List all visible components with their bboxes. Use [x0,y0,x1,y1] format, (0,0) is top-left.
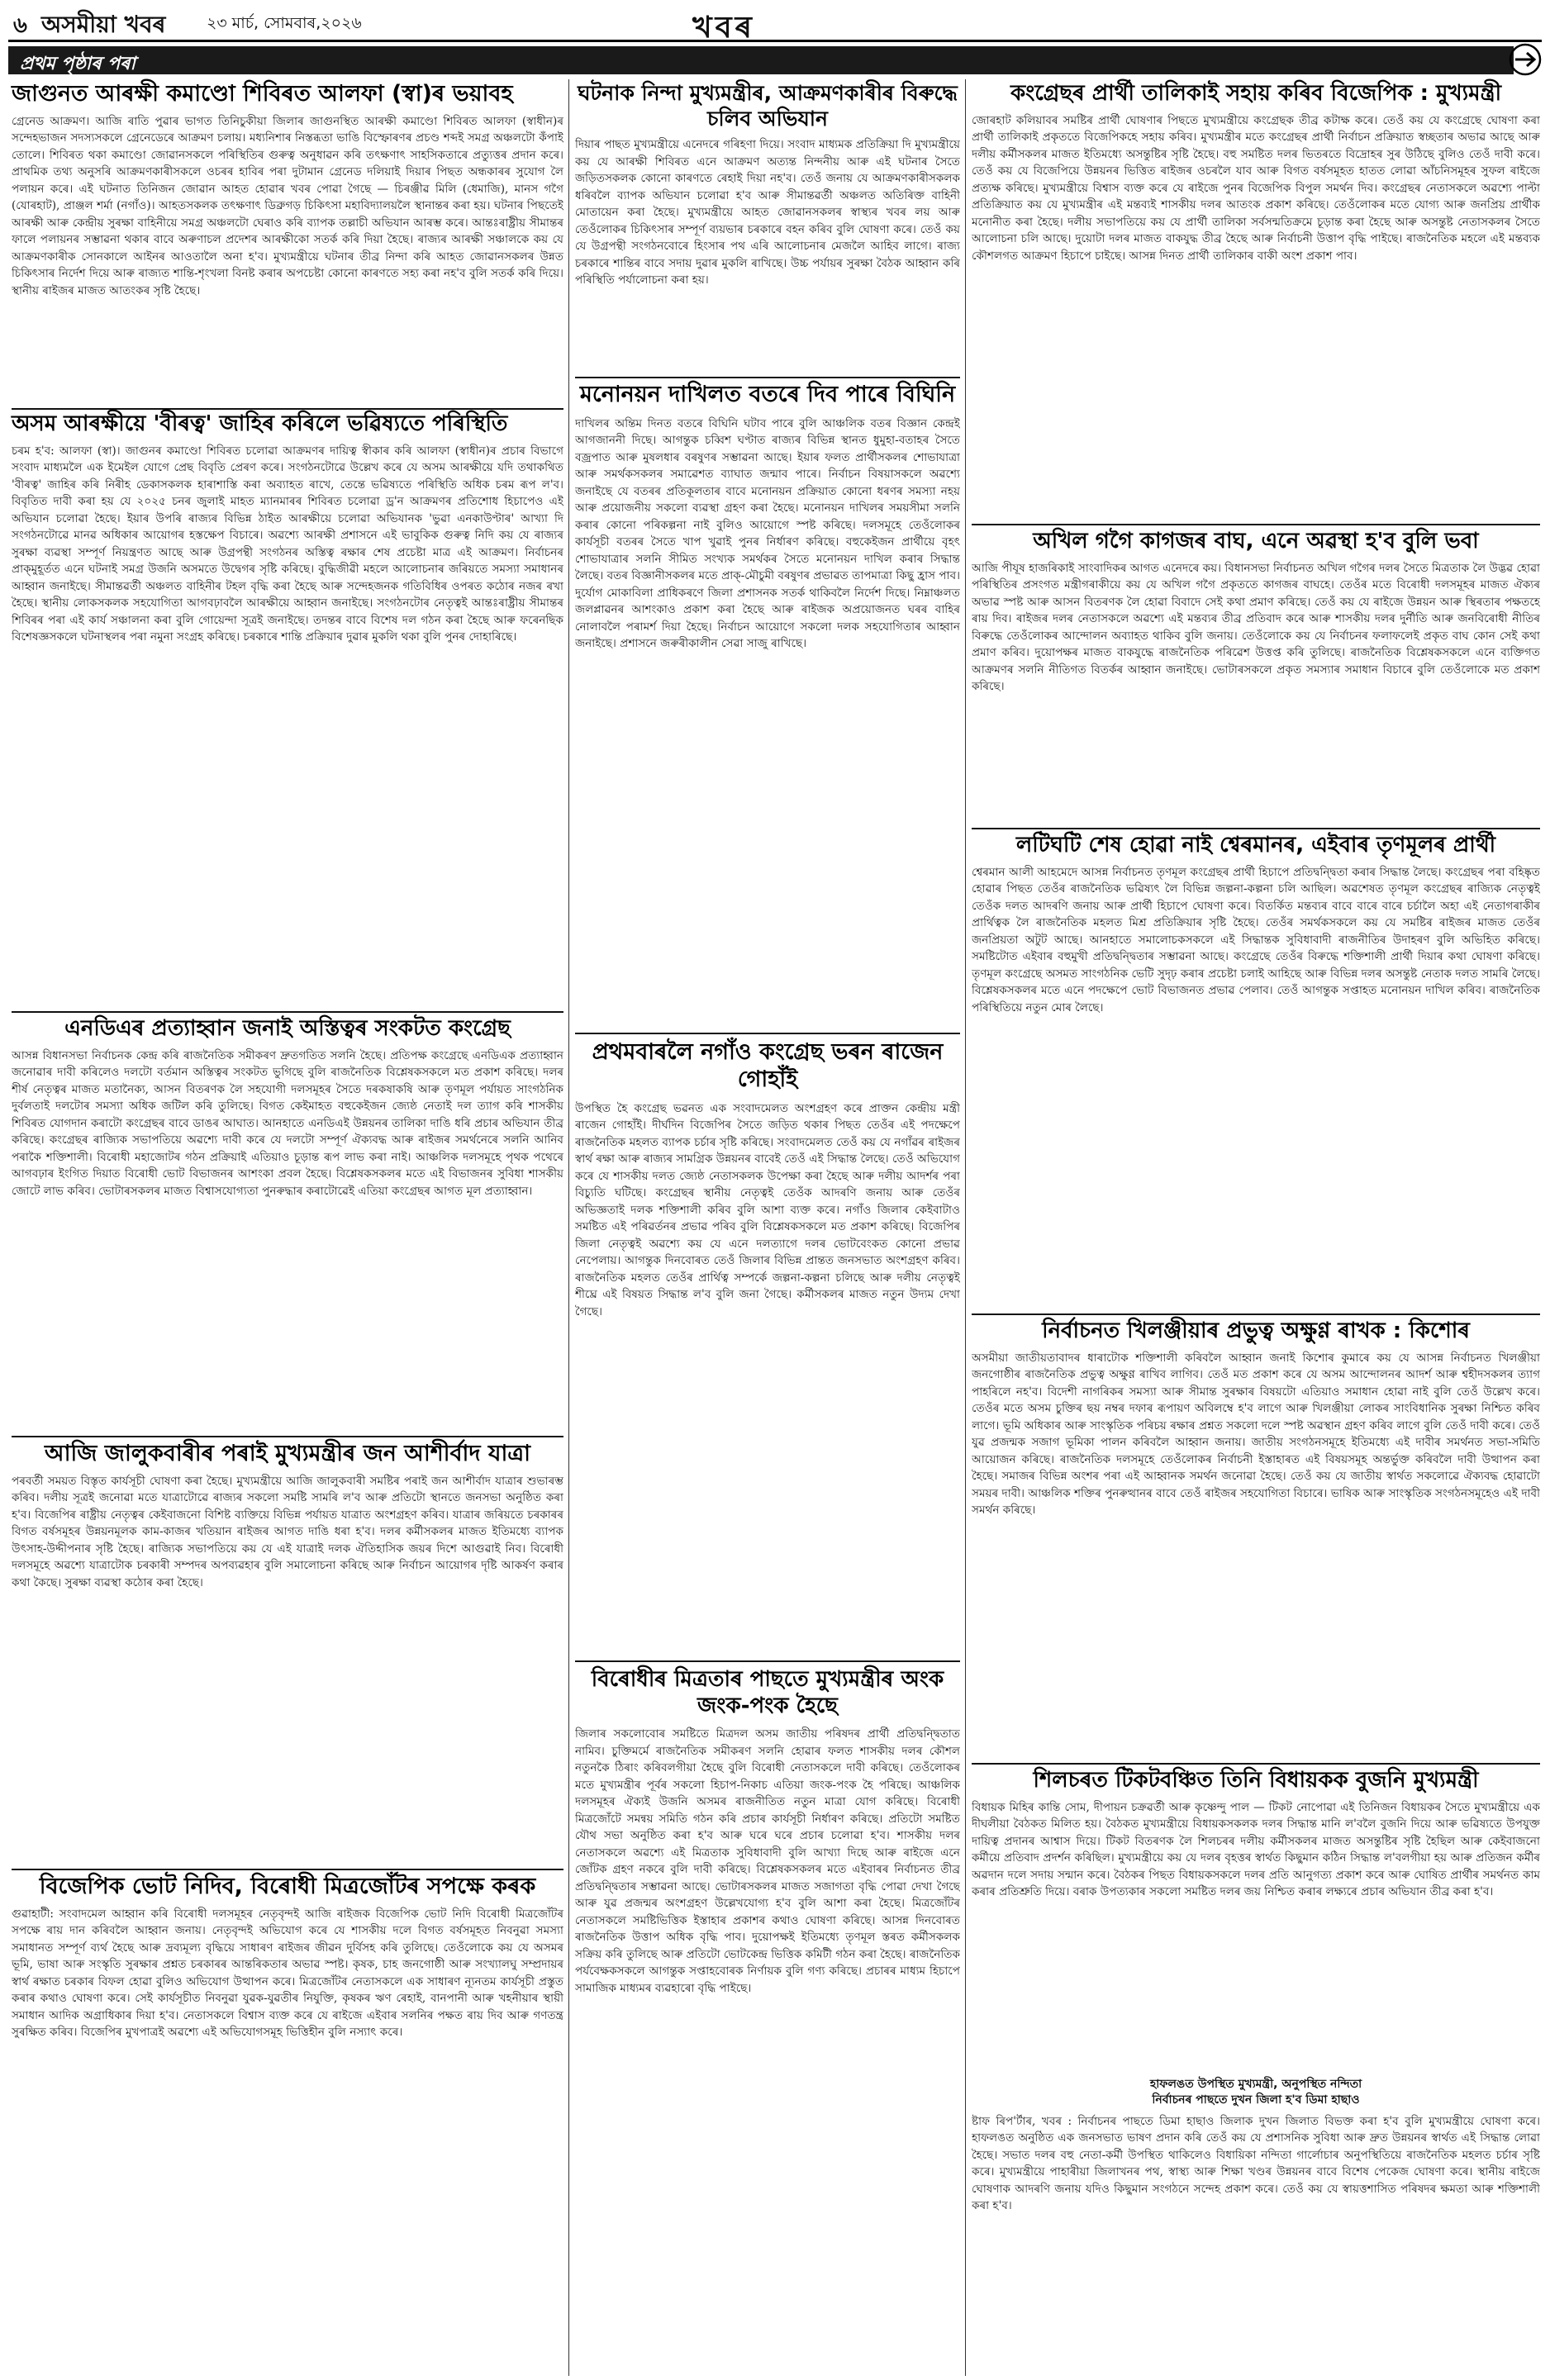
article-silchar-mlas [972,1768,1540,2375]
headline: প্ৰথমবাৰলৈ নগাঁও কংগ্ৰেছ ভৰন ৰাজেন গোহাঁই [592,1039,944,1092]
page-header [8,5,1542,45]
article-weather-nomination [575,382,960,1026]
article-body: গুৱাহাটী: সংবাদমেল আহ্বান কৰি বিৰোধী দলসমূহৰ নেতৃবৃন্দই আজি ৰাইজক বিজেপিক ভোট নিদি বিৰোধী মিত্ৰজোঁটৰ সপক্ষে ৰায় দান কৰিবলৈ আহ্বান জনায়। নেতৃবৃন্দই অভিযোগ কৰে যে শাসকীয় দলে বিগত বৰ্ষসমূহত নিবনুৱা সমস্যা সমাধানত সম্পূৰ্ণ ব্যৰ্থ হৈছে আৰু দ্ৰব্যমূল্য বৃদ্ধিয়ে সাধাৰণ ৰাইজৰ জীৱন দুৰ্বিসহ কৰি তুলিছে। তেওঁলোকে কয় যে অসমৰ ভূমি, ভাষা আৰু সংস্কৃতি সুৰক্ষাৰ প্ৰশ্নত চৰকাৰৰ আন্তৰিকতাৰ অভাৱ স্পষ্ট। কৃষক, চাহ জনগোষ্ঠী আৰু সংখ্যালঘু সম্প্ৰদায়ৰ স্বাৰ্থ ৰক্ষাত চৰকাৰ বিফল হোৱা বুলিও অভিযোগ উত্থাপন কৰে। মিত্ৰজোঁটৰ নেতাসকলে এক সাধাৰণ ন্যূনতম কাৰ্যসূচী প্ৰস্তুত কৰাৰ কথাও ঘোষণা কৰে। সেই কাৰ্যসূচীত নিবনুৱা যুৱক-যুৱতীৰ নিযুক্তি, কৃষকৰ ঋণ ৰেহাই, বানপানী আৰু খহনীয়াৰ স্থায়ী সমাধান আদিক অগ্ৰাধিকাৰ দিয়া হ'ব। নেতাসকলে বিশ্বাস ব্যক্ত কৰে যে ৰাইজে এইবাৰ সলনিৰ পক্ষত ৰায় দিব আৰু গণতন্ত্ৰ সুৰক্ষিত কৰিব। বিজেপিৰ মুখপাত্ৰই অৱশ্যে এই অভিযোগসমূহ ভিত্তিহীন বুলি নস্যাৎ কৰে। [12,1907,563,2040]
section-divider [575,1033,960,1034]
article-body-secondary: ষ্টাফ ৰিপ'ৰ্টাৰ, খবৰ : নিৰ্বাচনৰ পাছতে ডিমা হাছাও জিলাক দুখন জিলাত বিভক্ত কৰা হ'ব বুলি মুখ্যমন্ত্ৰীয়ে ঘোষণা কৰে। হাফলঙত অনুষ্ঠিত এক জনসভাত ভাষণ প্ৰদান কৰি তেওঁ কয় যে প্ৰশাসনিক সুবিধা আৰু দ্ৰুত উন্নয়নৰ স্বাৰ্থত এই সিদ্ধান্ত লোৱা হৈছে। সভাত দলৰ বহু নেতা-কৰ্মী উপস্থিত থাকিলেও বিধায়িকা নন্দিতা গাৰ্লোচাৰ অনুপস্থিতিয়ে ৰাজনৈতিক মহলত চৰ্চাৰ সৃষ্টি কৰে। মুখ্যমন্ত্ৰীয়ে পাহাৰীয়া জিলাখনৰ পথ, স্বাস্থ্য আৰু শিক্ষা খণ্ডৰ উন্নয়নৰ বাবে বিশেষ পেকেজ ঘোষণা কৰে। স্থানীয় ৰাইজে ঘোষণাক আদৰণি জনায় যদিও কিছুমান সংগঠনে সন্দেহ প্ৰকাশ কৰে। তেওঁ কয় যে স্বায়ত্তশাসিত পৰিষদৰ ক্ষমতা আৰু শক্তিশালী কৰা হ'ব। [972,2114,1540,2213]
section-divider [575,377,960,378]
article-body: জোৰহাট কলিয়াবৰ সমষ্টিৰ প্ৰাৰ্থী ঘোষণাৰ পিছতে মুখ্যমন্ত্ৰীয়ে কংগ্ৰেছক তীব্ৰ কটাক্ষ কৰে। তেওঁ কয় যে কংগ্ৰেছে ঘোষণা কৰা প্ৰাৰ্থী তালিকাই প্ৰকৃততে বিজেপিকহে সহায় কৰিব। মুখ্যমন্ত্ৰীৰ মতে কংগ্ৰেছৰ প্ৰাৰ্থী নিৰ্বাচন প্ৰক্ৰিয়াত স্বচ্ছতাৰ অভাৱ আছে আৰু দলীয় কৰ্মীসকলৰ মাজত ইতিমধ্যে অসন্তুষ্টিৰ সৃষ্টি হৈছে। বহু সমষ্টিত দলৰ ভিতৰতে বিদ্ৰোহৰ সুৰ উঠিছে বুলিও তেওঁ দাবী কৰে। তেওঁ কয় যে বিজেপিয়ে উন্নয়নৰ ভিত্তিত ৰাইজৰ ওচৰলৈ যাব আৰু বিগত বৰ্ষসমূহত হাতত লোৱা আঁচনিসমূহৰ সুফল ৰাইজে প্ৰত্যক্ষ কৰিছে। মুখ্যমন্ত্ৰীয়ে বিশ্বাস ব্যক্ত কৰে যে ৰাইজে পুনৰ বিজেপিক বিপুল সমৰ্থন দিব। কংগ্ৰেছৰ নেতাসকলে অৱশ্যে পাল্টা প্ৰতিক্ৰিয়াত কয় যে মুখ্যমন্ত্ৰীৰ এই মন্তব্যই শাসকীয় দলৰ আতংক প্ৰকাশ কৰিছে। তেওঁলোকৰ মতে যোগ্য আৰু জনপ্ৰিয় প্ৰাৰ্থীক মনোনীত কৰা হৈছে। দলীয় সভাপতিয়ে কয় যে প্ৰাৰ্থী তালিকা সৰ্বসন্মতিক্ৰমে চূড়ান্ত কৰা হৈছে আৰু অসন্তুষ্ট নেতাসকলৰ সৈতে আলোচনা চলি আছে। দুয়োটা দলৰ মাজত বাকযুদ্ধ তীব্ৰ হৈছে আৰু নিৰ্বাচনী উত্তাপ বৃদ্ধি পাইছে। ৰাজনৈতিক মহলে এই মন্তব্যক কৌশলগত আক্ৰমণ হিচাপে চাইছে। আসন্ন দিনত প্ৰাৰ্থী তালিকাৰ বাকী অংশ প্ৰকাশ পাব। [972,113,1540,263]
article-body: আজি পীযূষ হাজৰিকাই সাংবাদিকৰ আগত এনেদৰে কয়। বিধানসভা নিৰ্বাচনত অখিল গগৈৰ দলৰ সৈতে মিত্ৰতাক লৈ উদ্ভৱ হোৱা পৰিস্থিতিৰ প্ৰসংগত মন্ত্ৰীগৰাকীয়ে কয় যে অখিল গগৈ প্ৰকৃততে কাগজৰ বাঘহে। তেওঁৰ মতে বিৰোধী দলসমূহৰ মাজত ঐক্যৰ অভাৱ স্পষ্ট আৰু আসন বিতৰণক লৈ হোৱা বিবাদে সেই কথা প্ৰমাণ কৰিছে। তেওঁ কয় যে ৰাইজে উন্নয়ন আৰু স্থিৰতাৰ পক্ষতহে ৰায় দিব। ৰাইজৰ দলৰ নেতাসকলে অৱশ্যে এই মন্তব্যৰ তীব্ৰ প্ৰতিবাদ কৰে আৰু শাসকীয় দলৰ দুৰ্নীতি আৰু জনবিৰোধী নীতিৰ বিৰুদ্ধে তেওঁলোকৰ আন্দোলন অব্যাহত থাকিব বুলি জনায়। তেওঁলোকে কয় যে নিৰ্বাচনৰ ফলাফলেই প্ৰকৃত বাঘ কোন সেই কথা প্ৰমাণ কৰিব। দুয়োপক্ষৰ মাজত বাকযুদ্ধে ৰাজনৈতিক পৰিৱেশ উত্তপ্ত কৰি তুলিছে। ৰাজনৈতিক বিশ্লেষকসকলে এনে ব্যক্তিগত আক্ৰমণৰ সলনি নীতিগত বিতৰ্কৰ আহ্বান জনাইছে। ভোটাৰসকলে প্ৰকৃত সমস্যাৰ সমাধান বিচাৰে বুলি তেওঁলোকে মত প্ৰকাশ কৰিছে। [972,561,1540,694]
article-akhil-gogoi [972,529,1540,822]
article-rajen-gohain [575,1039,960,1655]
page-number: ৬ [13,13,27,38]
headline: লটিঘটি শেষ হোৱা নাই শ্বেৰমানৰ, এইবাৰ তৃণমূলৰ প্ৰাৰ্থী [1015,833,1496,857]
article-kishor-indigenous [972,1318,1540,1756]
section-divider [12,408,563,410]
section-strip-label: প্ৰথম পৃষ্ঠাৰ পৰা [20,54,136,74]
article-body: চৰম হ'ব: আলফা (স্বা)। জাগুনৰ কমাণ্ডো শিবিৰত চলোৱা আক্ৰমণৰ দায়িত্ব স্বীকাৰ কৰি আলফা (স্বাধীন)ৰ প্ৰচাৰ বিভাগে সংবাদ মাধ্যমলৈ এক ইমেইল যোগে প্ৰেছ বিবৃতি প্ৰেৰণ কৰে। সংগঠনটোৱে উল্লেখ কৰে যে অসম আৰক্ষীয়ে যদি তথাকথিত 'বীৰত্ব' জাহিৰ কৰি নিৰীহ ডেকাসকলক হাৰাশাস্তি কৰা অব্যাহত ৰাখে, তেন্তে ভৱিষ্যতে পৰিস্থিতি অধিক চৰম ৰূপ ল'ব। বিবৃতিত দাবী কৰা হয় যে ২০২৫ চনৰ জুলাই মাহত ম্যানমাৰৰ শিবিৰত চলোৱা ড্ৰ'ন আক্ৰমণৰ প্ৰতিশোধ হিচাপেও এই অভিযান চলোৱা হৈছে। ইয়াৰ উপৰি ৰাজ্যৰ বিভিন্ন ঠাইত আৰক্ষীয়ে চলোৱা অভিযানক 'ভুৱা এনকাউণ্টাৰ' আখ্যা দি সংগঠনটোৱে মানৱ অধিকাৰ আয়োগৰ হস্তক্ষেপ বিচাৰে। অৱশ্যে আৰক্ষী প্ৰশাসনে এই ভাবুকিক গুৰুত্ব নিদি কয় যে ৰাজ্যৰ সুৰক্ষা ব্যৱস্থা সম্পূৰ্ণ নিয়ন্ত্ৰণত আছে আৰু উগ্ৰপন্থী সংগঠনৰ অস্তিত্ব ৰক্ষাৰ শেষ প্ৰচেষ্টা মাত্ৰ এই আক্ৰমণ। নিৰ্বাচনৰ প্ৰাক্‌মুহূৰ্তত এনে ঘটনাই সমগ্ৰ উজনি অসমতে উদ্বেগৰ সৃষ্টি কৰিছে। বুদ্ধিজীৱী মহলে আলোচনাৰ জৰিয়তে সমস্যা সমাধানৰ আহ্বান জনাইছে। সীমান্তৱৰ্তী অঞ্চলত বাহিনীৰ টহল বৃদ্ধি কৰা হৈছে আৰু সন্দেহজনক গতিবিধিৰ ওপৰত কঠোৰ নজৰ ৰখা হৈছে। স্থানীয় লোকসকলক সহযোগিতা আগবঢ়াবলৈ আৰক্ষীয়ে আহ্বান জনাইছে। সংগঠনটোৰ নেতৃত্বই আন্তঃৰাষ্ট্ৰীয় সীমান্তৰ শিবিৰৰ পৰা এই কাৰ্য সঞ্চালনা কৰা বুলি গোয়েন্দা সূত্ৰই জনাইছে। তদন্তৰ বাবে বিশেষ দল গঠন কৰা হৈছে আৰু ফৰেনছিক বিশেষজ্ঞসকলে ঘটনাস্থলৰ পৰা নমুনা সংগ্ৰহ কৰিছে। চৰকাৰে শান্তি প্ৰক্ৰিয়াৰ দুৱাৰ মুকলি থকা বুলি পুনৰ দোহাৰিছে। [12,444,563,644]
article-body: উপস্থিত হৈ কংগ্ৰেছ ভৱনত এক সংবাদমেলত অংশগ্ৰহণ কৰে প্ৰাক্তন কেন্দ্ৰীয় মন্ত্ৰী ৰাজেন গোহাঁই। দীৰ্ঘদিন বিজেপিৰ সৈতে জড়িত থকাৰ পিছত তেওঁৰ এই পদক্ষেপে ৰাজনৈতিক মহলত ব্যাপক চৰ্চাৰ সৃষ্টি কৰিছে। সংবাদমেলত তেওঁ কয় যে নগাঁৱৰ ৰাইজৰ স্বাৰ্থ ৰক্ষা আৰু ৰাজ্যৰ সামগ্ৰিক উন্নয়নৰ বাবেই তেওঁ এই সিদ্ধান্ত লৈছে। তেওঁ অভিযোগ কৰে যে শাসকীয় দলত জ্যেষ্ঠ নেতাসকলক উপেক্ষা কৰা হৈছে আৰু দলীয় আদৰ্শৰ পৰা বিচ্যুতি ঘটিছে। কংগ্ৰেছৰ স্থানীয় নেতৃত্বই তেওঁক আদৰণি জনায় আৰু তেওঁৰ অভিজ্ঞতাই দলক শক্তিশালী কৰিব বুলি আশা ব্যক্ত কৰে। নগাঁও জিলাৰ কেইবাটাও সমষ্টিত এই পৰিৱৰ্তনৰ প্ৰভাৱ পৰিব বুলি বিশ্লেষকসকলে মত প্ৰকাশ কৰিছে। বিজেপিৰ জিলা নেতৃত্বই অৱশ্যে কয় যে এনে দলত্যাগে দলৰ ভোটবেংকত কোনো প্ৰভাৱ নেপেলায়। আগন্তুক দিনবোৰত তেওঁ জিলাৰ বিভিন্ন প্ৰান্তত জনসভাত অংশগ্ৰহণ কৰিব। ৰাজনৈতিক মহলত তেওঁৰ প্ৰাৰ্থিত্ব সম্পৰ্কে জল্পনা-কল্পনা চলিছে আৰু দলীয় নেতৃত্বই শীঘ্ৰে এই বিষয়ত সিদ্ধান্ত ল'ব বুলি জনা গৈছে। কৰ্মীসকলৰ মাজত নতুন উদ্যম দেখা গৈছে। [575,1101,960,1318]
headline: কংগ্ৰেছৰ প্ৰাৰ্থী তালিকাই সহায় কৰিব বিজেপিক : মুখ্যমন্ত্ৰী [1010,81,1502,106]
section-divider [575,1660,960,1662]
subheadline: হাফলঙত উপস্থিত মুখ্যমন্ত্ৰী, অনুপস্থিত নন্দিতা [1149,2077,1362,2091]
headline: অসম আৰক্ষীয়ে 'বীৰত্ব' জাহিৰ কৰিলে ভৱিষ্যতে পৰিস্থিতি [12,411,508,436]
masthead: খবৰ [692,11,755,45]
article-congress-candidate-list [972,81,1540,519]
article-body: জিলাৰ সকলোবোৰ সমষ্টিতে মিত্ৰদল অসম জাতীয় পৰিষদৰ প্ৰাৰ্থী প্ৰতিদ্বন্দ্বিতাত নামিব। চুক্তিমৰ্মে ৰাজনৈতিক সমীকৰণ সলনি হোৱাৰ ফলত শাসকীয় দলৰ কৌশল নতুনকৈ ঠিৰাং কৰিবলগীয়া হৈছে বুলি বিৰোধী নেতাসকলে দাবী কৰিছে। তেওঁলোকৰ মতে মুখ্যমন্ত্ৰীৰ পূৰ্বৰ সকলো হিচাপ-নিকাচ এতিয়া জংক-পংক হৈ পৰিছে। আঞ্চলিক দলসমূহৰ ঐক্যই উজনি অসমৰ ৰাজনীতিত নতুন মাত্ৰা যোগ কৰিছে। বিৰোধী মিত্ৰজোঁটে সমন্বয় সমিতি গঠন কৰি প্ৰচাৰ কাৰ্যসূচী নিৰ্ধাৰণ কৰিছে। প্ৰতিটো সমষ্টিত যৌথ সভা অনুষ্ঠিত কৰা হ'ব আৰু ঘৰে ঘৰে প্ৰচাৰ চলোৱা হ'ব। শাসকীয় দলৰ নেতাসকলে অৱশ্যে এই মিত্ৰতাক সুবিধাবাদী বুলি আখ্যা দিছে আৰু ৰাইজে এনে জোঁটক গ্ৰহণ নকৰে বুলি দাবী কৰিছে। বিশ্লেষকসকলৰ মতে এইবাৰৰ নিৰ্বাচনত তীব্ৰ প্ৰতিদ্বন্দ্বিতাৰ সম্ভাৱনা আছে। ভোটাৰসকলৰ মাজত সজাগতা বৃদ্ধি পোৱা দেখা গৈছে আৰু যুৱ প্ৰজন্মৰ অংশগ্ৰহণ উল্লেখযোগ্য হ'ব বুলি আশা কৰা হৈছে। মিত্ৰজোঁটৰ নেতাসকলে সমষ্টিভিত্তিক ইস্তাহাৰ প্ৰকাশৰ কথাও ঘোষণা কৰিছে। আসন্ন দিনবোৰত ৰাজনৈতিক উত্তাপ অধিক বৃদ্ধি পাব। দুয়োপক্ষই ইতিমধ্যে তৃণমূল স্তৰত কৰ্মীসকলক সক্ৰিয় কৰি তুলিছে আৰু প্ৰতিটো ভোটকেন্দ্ৰ ভিত্তিক কমিটী গঠন কৰা হৈছে। ৰাজনৈতিক পৰ্যবেক্ষকসকলে আগন্তুক সপ্তাহবোৰক নিৰ্ণায়ক বুলি গণ্য কৰিছে। প্ৰচাৰৰ মাধ্যম হিচাপে সামাজিক মাধ্যমৰ ব্যৱহাৰো বৃদ্ধি পাইছে। [575,1727,960,1995]
headline: এনডিএৰ প্ৰত্যাহ্বান জনাই অস্তিত্বৰ সংকটত কংগ্ৰেছ [64,1016,511,1041]
article-sherman-tmc [972,833,1540,1308]
article-body: অসমীয়া জাতীয়তাবাদৰ ধাৰাটোক শক্তিশালী কৰিবলৈ আহ্বান জনাই কিশোৰ কুমাৰে কয় যে আসন্ন নিৰ্বাচনত খিলঞ্জীয়া জনগোষ্ঠীৰ ৰাজনৈতিক প্ৰভুত্ব অক্ষুণ্ণ ৰাখিব লাগিব। তেওঁ মত প্ৰকাশ কৰে যে অসম আন্দোলনৰ আদৰ্শ আৰু শ্বহীদসকলৰ ত্যাগ পাহৰিলে নহ'ব। বিদেশী নাগৰিকৰ সমস্যা আৰু সীমান্ত সুৰক্ষাৰ বিষয়টো এতিয়াও সমাধান হোৱা নাই বুলি তেওঁ উল্লেখ কৰে। তেওঁৰ মতে অসম চুক্তিৰ ছয় নম্বৰ দফাৰ ৰূপায়ণ অবিলম্বে হ'ব লাগে আৰু খিলঞ্জীয়া লোকৰ সাংবিধানিক সুৰক্ষা নিশ্চিত কৰিব লাগে। ভূমি অধিকাৰ আৰু সাংস্কৃতিক পৰিচয় ৰক্ষাৰ প্ৰশ্নত সকলো দলে স্পষ্ট অৱস্থান গ্ৰহণ কৰিব লাগে বুলি তেওঁ দাবী কৰে। তেওঁ যুৱ প্ৰজন্মক সজাগ ভূমিকা পালন কৰিবলৈ আহ্বান জনায়। জাতীয় সংগঠনসমূহে ইতিমধ্যে এই দাবীৰ সমৰ্থনত সভা-সমিতি আয়োজন কৰিছে। ৰাজনৈতিক দলসমূহে তেওঁলোকৰ নিৰ্বাচনী ইস্তাহাৰত এই বিষয়সমূহ অন্তৰ্ভুক্ত কৰিবলৈ দাবী উত্থাপন কৰা হৈছে। সমাজৰ বিভিন্ন অংশৰ পৰা এই আহ্বানক সমৰ্থন জনোৱা হৈছে। তেওঁ কয় যে জাতীয় স্বাৰ্থত সকলোৱে ঐক্যবদ্ধ হোৱাটো সময়ৰ দাবী। আঞ্চলিক শক্তিৰ পুনৰুত্থানৰ বাবে তেওঁ ৰাইজৰ সহযোগিতা বিচাৰে। ভাষিক আৰু সাংস্কৃতিক সংগঠনসমূহেও এই দাবী সমৰ্থন কৰিছে। [972,1351,1540,1518]
section-divider [972,828,1540,829]
section-divider [972,1763,1540,1765]
section-divider [12,1011,563,1013]
article-body: পৰবৰ্তী সময়ত বিস্তৃত কাৰ্যসূচী ঘোষণা কৰা হৈছে। মুখ্যমন্ত্ৰীয়ে আজি জালুকবাৰী সমষ্টিৰ পৰাই জন আশীৰ্বাদ যাত্ৰাৰ শুভাৰম্ভ কৰিব। দলীয় সূত্ৰই জনোৱা মতে যাত্ৰাটোৱে ৰাজ্যৰ সকলো সমষ্টি সামৰি ল'ব আৰু প্ৰতিটো স্থানতে জনসভা অনুষ্ঠিত কৰা হ'ব। বিজেপিৰ ৰাষ্ট্ৰীয় নেতৃত্বৰ কেইবাজনো বিশিষ্ট ব্যক্তিয়ে বিভিন্ন পৰ্যায়ত যাত্ৰাত অংশগ্ৰহণ কৰিব। যাত্ৰাৰ জৰিয়তে চৰকাৰৰ বিগত বৰ্ষসমূহৰ উন্নয়নমূলক কাম-কাজৰ খতিয়ান ৰাইজৰ আগত দাঙি ধৰা হ'ব। দলৰ কৰ্মীসকলৰ মাজত ইতিমধ্যে ব্যাপক উৎসাহ-উদ্দীপনাৰ সৃষ্টি হৈছে। ৰাজ্যিক সভাপতিয়ে কয় যে এই যাত্ৰাই দলক ঐতিহাসিক জয়ৰ দিশে আগুৱাই নিব। বিৰোধী দলসমূহে অৱশ্যে যাত্ৰাটোক চৰকাৰী সম্পদৰ অপব্যৱহাৰ বুলি সমালোচনা কৰিছে আৰু নিৰ্বাচন আয়োগৰ দৃষ্টি আকৰ্ষণ কৰাৰ কথা কৈছে। সুৰক্ষা ব্যৱস্থা কঠোৰ কৰা হৈছে। [12,1474,563,1589]
column-rule [568,79,569,2376]
article-alfa-attack [12,81,563,405]
section-divider [12,1436,563,1437]
continuation-arrow-icon [1509,41,1545,78]
headline: আজি জালুকবাৰীৰ পৰাই মুখ্যমন্ত্ৰীৰ জন আশীৰ্বাদ যাত্ৰা [45,1441,530,1466]
article-body: দাখিলৰ অন্তিম দিনত বতৰে বিঘিনি ঘটাব পাৰে বুলি আঞ্চলিক বতৰ বিজ্ঞান কেন্দ্ৰই আগজাননী দিছে। আগন্তুক চব্বিশ ঘণ্টাত ৰাজ্যৰ বিভিন্ন স্থানত ধুমুহা-বতাহৰ সৈতে বজ্ৰপাত আৰু মুষলধাৰ বৰষুণৰ সম্ভাৱনা আছে। ইয়াৰ ফলত প্ৰাৰ্থীসকলৰ শোভাযাত্ৰা আৰু সমৰ্থকসকলৰ সমাৱেশত ব্যাঘাত জন্মাব পাৰে। নিৰ্বাচন বিষয়াসকলে অৱশ্যে জনাইছে যে বতৰৰ প্ৰতিকূলতাৰ বাবে মনোনয়ন প্ৰক্ৰিয়াত কোনো ধৰণৰ সমস্যা নহয় আৰু প্ৰয়োজনীয় সকলো ব্যৱস্থা গ্ৰহণ কৰা হৈছে। মনোনয়ন দাখিলৰ সময়সীমা সলনি কৰাৰ কোনো পৰিকল্পনা নাই বুলিও আয়োগে স্পষ্ট কৰিছে। দলসমূহে তেওঁলোকৰ কাৰ্যসূচী বতৰৰ সৈতে খাপ খুৱাই পুনৰ নিৰ্ধাৰণ কৰিছে। বহুকেইজন প্ৰাৰ্থীয়ে বৃহৎ শোভাযাত্ৰাৰ সলনি সীমিত সংখ্যক সমৰ্থকৰ সৈতে মনোনয়ন দাখিল কৰাৰ সিদ্ধান্ত লৈছে। বতৰ বিজ্ঞানীসকলৰ মতে প্ৰাক্‌-মৌচুমী বৰষুণৰ প্ৰভাৱত তাপমাত্ৰা কিছু হ্ৰাস পাব। দুৰ্যোগ মোকাবিলা প্ৰাধিকৰণে জিলা প্ৰশাসনক সতৰ্ক থাকিবলৈ নিৰ্দেশ দিছে। নিম্নাঞ্চলত জলপ্লাৱনৰ আশংকাও প্ৰকাশ কৰা হৈছে আৰু ৰাইজক অপ্ৰয়োজনত ঘৰৰ বাহিৰ নোলাবলৈ পৰামৰ্শ দিয়া হৈছে। নিৰ্বাচন আয়োগে সকলো দলক সহযোগিতাৰ আহ্বান জনাইছে। প্ৰশাসনে জৰুৰীকালীন সেৱা সাজু ৰাখিছে। [575,416,960,651]
headline: বিজেপিক ভোট নিদিব, বিৰোধী মিত্ৰজোঁটৰ সপক্ষে কৰক [39,1874,536,1899]
article-alfa-warning [12,411,563,1006]
headline: জাগুনত আৰক্ষী কমাণ্ডো শিবিৰত আলফা (স্বা)ৰ ভয়াবহ [12,81,513,107]
headline: বিৰোধীৰ মিত্ৰতাৰ পাছতে মুখ্যমন্ত্ৰীৰ অংক জংক-পংক হৈছে [591,1667,944,1718]
headline: নিৰ্বাচনত খিলঞ্জীয়াৰ প্ৰভুত্ব অক্ষুণ্ণ ৰাখক : কিশোৰ [1042,1318,1470,1343]
article-opposition-alliance [575,1667,960,2373]
section-divider [972,1314,1540,1315]
subheadline-secondary: নিৰ্বাচনৰ পাছতে দুখন জিলা হ'ব ডিমা হাছাও [1152,2093,1360,2107]
article-body: শ্বেৰমান আলী আহমেদে আসন্ন নিৰ্বাচনত তৃণমূল কংগ্ৰেছৰ প্ৰাৰ্থী হিচাপে প্ৰতিদ্বন্দ্বিতা কৰাৰ সিদ্ধান্ত লৈছে। কংগ্ৰেছৰ পৰা বহিষ্কৃত হোৱাৰ পিছত তেওঁৰ ৰাজনৈতিক ভৱিষ্যৎ লৈ বিভিন্ন জল্পনা-কল্পনা চলি আছিল। অৱশেষত তৃণমূল কংগ্ৰেছৰ ৰাজ্যিক নেতৃত্বই তেওঁক দলত আদৰণি জনায় আৰু প্ৰাৰ্থী হিচাপে ঘোষণা কৰে। বিতৰ্কিত মন্তব্যৰ বাবে বাৰে বাৰে চৰ্চালৈ অহা এই নেতাগৰাকীৰ প্ৰাৰ্থিত্বক লৈ ৰাজনৈতিক মহলত মিশ্ৰ প্ৰতিক্ৰিয়াৰ সৃষ্টি হৈছে। তেওঁৰ সমৰ্থকসকলে কয় যে সমষ্টিৰ ৰাইজৰ মাজত তেওঁৰ জনপ্ৰিয়তা অটুট আছে। আনহাতে সমালোচকসকলে এই সিদ্ধান্তক সুবিধাবাদী ৰাজনীতিৰ উদাহৰণ বুলি অভিহিত কৰিছে। সমষ্টিটোত এইবাৰ বহুমুখী প্ৰতিদ্বন্দ্বিতাৰ সম্ভাৱনা আছে। কংগ্ৰেছে তেওঁৰ বিৰুদ্ধে শক্তিশালী প্ৰাৰ্থী দিয়াৰ কথা ঘোষণা কৰিছে। তৃণমূল কংগ্ৰেছে অসমত সাংগঠনিক ভেটি সুদৃঢ় কৰাৰ প্ৰচেষ্টা চলাই আহিছে আৰু বিভিন্ন দলৰ অসন্তুষ্ট নেতাক দলত সামৰি লৈছে। বিশ্লেষকসকলৰ মতে এনে পদক্ষেপে ভোট বিভাজনত প্ৰভাৱ পেলাব। তেওঁ আগন্তুক সপ্তাহত মনোনয়ন দাখিল কৰিব। ৰাজনৈতিক পৰিস্থিতিয়ে নতুন মোৰ লৈছে। [972,865,1540,1014]
section-divider [972,524,1540,525]
article-body: আসন্ন বিধানসভা নিৰ্বাচনক কেন্দ্ৰ কৰি ৰাজনৈতিক সমীকৰণ দ্ৰুতগতিত সলনি হৈছে। প্ৰতিপক্ষ কংগ্ৰেছে এনডিএক প্ৰত্যাহ্বান জনোৱাৰ দাবী কৰিলেও দলটো বৰ্তমান অস্তিত্বৰ সংকটত ভুগিছে বুলি ৰাজনৈতিক বিশ্লেষকসকলে মত প্ৰকাশ কৰিছে। দলৰ শীৰ্ষ নেতৃত্বৰ মাজত মতানৈক্য, আসন বিতৰণক লৈ সহযোগী দলসমূহৰ সৈতে দৰকষাকষি আৰু তৃণমূল পৰ্যায়ত সাংগঠনিক দুৰ্বলতাই দলটোৰ সমস্যা অধিক জটিল কৰি তুলিছে। বিগত কেইমাহত বহুকেইজন জ্যেষ্ঠ নেতাই দল ত্যাগ কৰি শাসকীয় শিবিৰত যোগদান কৰাটো কংগ্ৰেছৰ বাবে ডাঙৰ আঘাত। আনহাতে এনডিএই উন্নয়নৰ তালিকা দাঙি ধৰি প্ৰচাৰ অভিযান তীব্ৰ কৰিছে। কংগ্ৰেছৰ ৰাজ্যিক সভাপতিয়ে অৱশ্যে দাবী কৰে যে দলটো সম্পূৰ্ণ ঐক্যবদ্ধ আৰু ৰাইজৰ সমৰ্থনেৰে সলনি আনিব পৰাকৈ শক্তিশালী। বিৰোধী মহাজোটৰ গঠন প্ৰক্ৰিয়াই এতিয়াও চূড়ান্ত ৰূপ লাভ কৰা নাই। আঞ্চলিক দলসমূহে পৃথক পথেৰে আগবঢ়াৰ ইংগিত দিয়াত বিৰোধী ভোট বিভাজনৰ আশংকা প্ৰবল হৈছে। বিশ্লেষকসকলৰ মতে এই বিভাজনৰ সুবিধা শাসকীয় জোটে লাভ কৰিব। ভোটাৰসকলৰ মাজত বিশ্বাসযোগ্যতা পুনৰুদ্ধাৰ কৰাটোৱেই এতিয়া কংগ্ৰেছৰ আগত মূল প্ৰত্যাহ্বান। [12,1048,563,1198]
article-body: বিধায়ক মিহিৰ কান্তি সোম, দীপায়ন চক্ৰৱৰ্তী আৰু কৃষ্ণেন্দু পাল — টিকট নোপোৱা এই তিনিজন বিধায়কৰ সৈতে মুখ্যমন্ত্ৰীয়ে এক দীঘলীয়া বৈঠকত মিলিত হয়। বৈঠকত মুখ্যমন্ত্ৰীয়ে বিধায়কসকলক দলৰ সিদ্ধান্ত মানি ল'বলৈ বুজনি দিয়ে আৰু ভৱিষ্যতে উপযুক্ত দায়িত্ব প্ৰদানৰ আশ্বাস দিয়ে। টিকট বিতৰণক লৈ শিলচৰৰ দলীয় কৰ্মীসকলৰ মাজত অসন্তুষ্টিৰ সৃষ্টি হৈছিল আৰু কেইবাজনো কৰ্মীয়ে প্ৰতিবাদ প্ৰদৰ্শন কৰিছিল। মুখ্যমন্ত্ৰীয়ে কয় যে দলৰ বৃহত্তৰ স্বাৰ্থত কিছুমান কঠিন সিদ্ধান্ত ল'বলগীয়া হয় আৰু প্ৰতিজন কৰ্মীৰ অৱদান দলে সদায় সন্মান কৰে। বৈঠকৰ পিছত বিধায়কসকলে দলৰ প্ৰতি আনুগত্য প্ৰকাশ কৰে আৰু ঘোষিত প্ৰাৰ্থীৰ সমৰ্থনত কাম কৰাৰ প্ৰতিশ্ৰুতি দিয়ে। বৰাক উপত্যকাৰ সকলো সমষ্টিত দলৰ জয় নিশ্চিত কৰাৰ লক্ষ্যৰে প্ৰচাৰ অভিযান তীব্ৰ কৰা হ'ব। [972,1800,1540,1899]
article-opposition-appeal [12,1874,563,2373]
article-congress-crisis [12,1016,563,1429]
article-jan-ashirbad-yatra [12,1441,563,1862]
brand-name: অসমীয়া খবৰ [41,11,166,38]
section-strip [8,46,1514,74]
article-body: গ্ৰেনেড আক্ৰমণ। আজি ৰাতি পুৱাৰ ভাগত তিনিচুকীয়া জিলাৰ জাগুনস্থিত আৰক্ষী কমাণ্ডো শিবিৰত আলফা (স্বাধীন)ৰ সন্দেহভাজন সদস্যসকলে গ্ৰেনেডেৰে আক্ৰমণ চলায়। মধ্যনিশাৰ নিস্তব্ধতা ভাঙি বিস্ফোৰণৰ প্ৰচণ্ড শব্দই সমগ্ৰ অঞ্চলটো কঁপাই তোলে। শিবিৰত থকা কমাণ্ডো জোৱানসকলে পৰিস্থিতিৰ গুৰুত্ব অনুধাৱন কৰি তৎক্ষণাৎ সাহসিকতাৰে প্ৰত্যুত্তৰ প্ৰদান কৰে। প্ৰাথমিক তথ্য অনুসৰি আক্ৰমণকাৰীসকলে ওচৰৰ হাবিৰ পৰা দুটামান গ্ৰেনেড দলিয়াই দিয়াৰ পিছত অন্ধকাৰৰ সুযোগ লৈ পলায়ন কৰে। এই ঘটনাত তিনিজন জোৱান আহত হোৱাৰ খবৰ পোৱা গৈছে — চিৰঞ্জীৱ মিলি (ধেমাজি), মানস গগৈ (যোৰহাট), প্ৰাঞ্জল শৰ্মা (নগাঁও)। আহতসকলক তৎক্ষণাৎ ডিব্ৰুগড় চিকিৎসা মহাবিদ্যালয়লৈ স্থানান্তৰ কৰা হয়। ঘটনাৰ পিছতেই আৰক্ষী আৰু কেন্দ্ৰীয় সুৰক্ষা বাহিনীয়ে সমগ্ৰ অঞ্চলটো ঘেৰাও কৰি ব্যাপক তল্লাচী অভিযান আৰম্ভ কৰে। আন্তঃৰাষ্ট্ৰীয় সীমান্তৰ ফালে পলায়নৰ সম্ভাৱনা থকাৰ বাবে অৰুণাচল প্ৰদেশৰ আৰক্ষীকো সতৰ্ক কৰি দিয়া হৈছে। ৰাজ্যৰ আৰক্ষী সঞ্চালকে কয় যে আক্ৰমণকাৰীক সোনকালে আইনৰ আওতালৈ অনা হ'ব। মুখ্যমন্ত্ৰীয়ে ঘটনাৰ তীব্ৰ নিন্দা কৰি আহত জোৱানসকলৰ উন্নত চিকিৎসাৰ নিৰ্দেশ দিয়ে আৰু ৰাজ্যত শান্তি-শৃংখলা বিনষ্ট কৰাৰ অপচেষ্টা কোনো কাৰণতে সহ্য কৰা নহ'ব বুলি সতৰ্ক কৰি দিয়ে। স্থানীয় ৰাইজৰ মাজত আতংকৰ সৃষ্টি হৈছে। [12,114,563,297]
article-body: দিয়াৰ পাছত মুখ্যমন্ত্ৰীয়ে এনেদৰে গৰিহণা দিয়ে। সংবাদ মাধ্যমক প্ৰতিক্ৰিয়া দি মুখ্যমন্ত্ৰীয়ে কয় যে আৰক্ষী শিবিৰত এনে আক্ৰমণ অত্যন্ত নিন্দনীয় আৰু এই ঘটনাৰ সৈতে জড়িতসকলক কোনো কাৰণতে ৰেহাই দিয়া নহ'ব। তেওঁ জনায় যে আক্ৰমণকাৰীসকলক ধৰিবলৈ ব্যাপক অভিযান চলোৱা হ'ব আৰু সীমান্তৱৰ্তী অঞ্চলত অতিৰিক্ত বাহিনী মোতায়েন কৰা হৈছে। মুখ্যমন্ত্ৰীয়ে আহত জোৱানসকলৰ স্বাস্থ্যৰ খবৰ লয় আৰু তেওঁলোকৰ চিকিৎসাৰ সম্পূৰ্ণ ব্যয়ভাৰ চৰকাৰে বহন কৰিব বুলি ঘোষণা কৰে। তেওঁ কয় যে উগ্ৰপন্থী সংগঠনবোৰে হিংসাৰ পথ এৰি আলোচনাৰ মেজলৈ আহিব লাগে। ৰাজ্য চৰকাৰে শান্তিৰ বাবে সদায় দুৱাৰ মুকলি ৰাখিছে। উচ্চ পৰ্যায়ৰ সুৰক্ষা বৈঠক আহ্বান কৰি পৰিস্থিতি পৰ্যালোচনা কৰা হয়। [575,138,960,287]
issue-date: ২৩ মাৰ্চ, সোমবাৰ,২০২৬ [207,14,362,32]
headline: ঘটনাক নিন্দা মুখ্যমন্ত্ৰীৰ, আক্ৰমণকাৰীৰ বিৰুদ্ধে চলিব অভিযান [578,81,958,131]
headline: অখিল গগৈ কাগজৰ বাঘ, এনে অৱস্থা হ'ব বুলি ভবা [1033,529,1479,553]
article-cm-condemns [575,81,960,372]
section-divider [12,1869,563,1870]
column-rule [965,79,966,2376]
headline: মনোনয়ন দাখিলত বতৰে দিব পাৰে বিঘিনি [579,382,956,407]
headline: শিলচৰত টিকটবঞ্চিত তিনি বিধায়কক বুজনি মুখ্যমন্ত্ৰী [1033,1768,1479,1793]
